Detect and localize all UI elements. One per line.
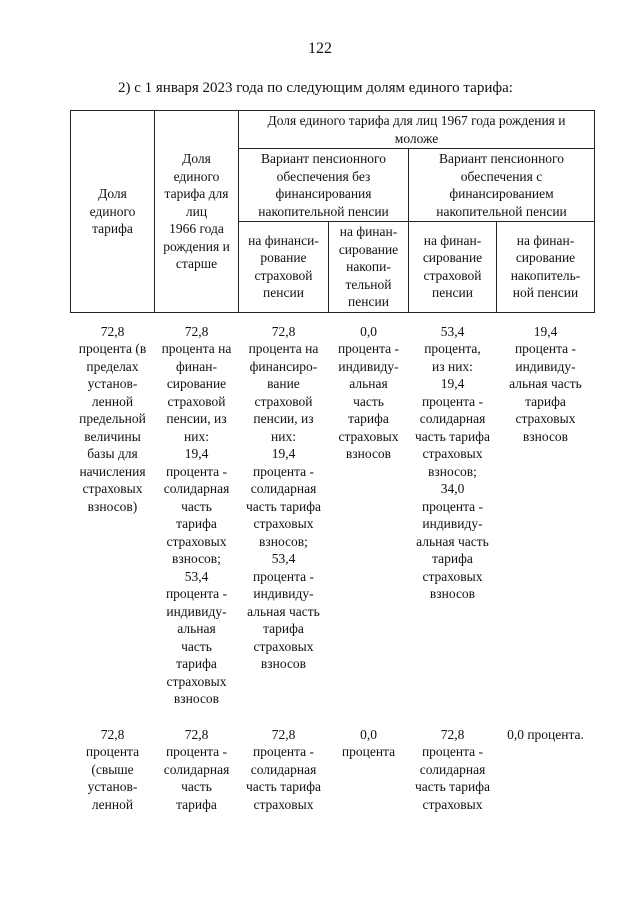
header-variant-with-funding: Вариант пенсионного обеспечения с финансированием накопительной пенсии (409, 149, 595, 222)
header-1966-and-older: Доля единого тарифа для лиц 1966 года рождения и старше (155, 111, 239, 313)
header-tariff-share: Доля единого тарифа (71, 111, 155, 313)
page-number: 122 (308, 40, 332, 57)
table-cell: 72,8 процента - солидарная часть тарифа страховых (415, 726, 490, 812)
table-row (71, 323, 595, 708)
header-1967-and-younger: Доля единого тарифа для лиц 1967 года рождения и моложе (239, 111, 595, 149)
table-cell: 53,4 процента, из них: 19,4 процента - солидарная часть тарифа страховых взносов; 34,0 процента - индивиду- альная часть тарифа страховых взносов (415, 323, 490, 601)
table-cell: 72,8 процента (свыше установ- ленной (85, 726, 140, 812)
table-cell: 72,8 процента на финансиро- вание страховой пенсии, из них: 19,4 процента - солидарная часть тарифа страховых взносов; 53,4 процента - индивиду- альная часть тарифа страховых взносов (246, 323, 321, 671)
table-cell: 0,0 процента - индивиду- альная часть тарифа страховых взносов (337, 323, 400, 461)
header-sub-funded-pension-1: на финан- сирование накопи- тельной пенсии (329, 222, 409, 313)
table-cell: 72,8 процента (в пределах установ- ленной предельной величины базы для начисления страховых взносов) (78, 323, 147, 514)
table-cell: 19,4 процента - индивиду- альная часть тарифа страховых взносов (509, 323, 582, 444)
header-sub-insurance-pension-2: на финан- сирование страховой пенсии (409, 222, 497, 313)
header-sub-funded-pension-2: на финан- сирование накопитель- ной пенсии (497, 222, 595, 313)
intro-text: 2) с 1 января 2023 года по следующим долям единого тарифа: (118, 80, 513, 96)
table-cell: 0,0 процента (341, 726, 396, 759)
table-cell: 72,8 процента - солидарная часть тарифа (163, 726, 230, 812)
header-sub-insurance-pension-1: на финанси- рование страховой пенсии (239, 222, 329, 313)
table-cell: 72,8 процента - солидарная часть тарифа страховых (246, 726, 321, 812)
header-variant-without-funding: Вариант пенсионного обеспечения без финансирования накопительной пенсии (239, 149, 409, 222)
table-row (71, 726, 595, 814)
table-cell: 0,0 процента. (507, 726, 584, 742)
tariff-table (70, 110, 595, 813)
table-cell: 72,8 процента на финан- сирование страховой пенсии, из них: 19,4 процента - солидарная часть тарифа страховых взносов; 53,4 процента - индивиду- альная часть тарифа страховых взносов (161, 323, 232, 706)
